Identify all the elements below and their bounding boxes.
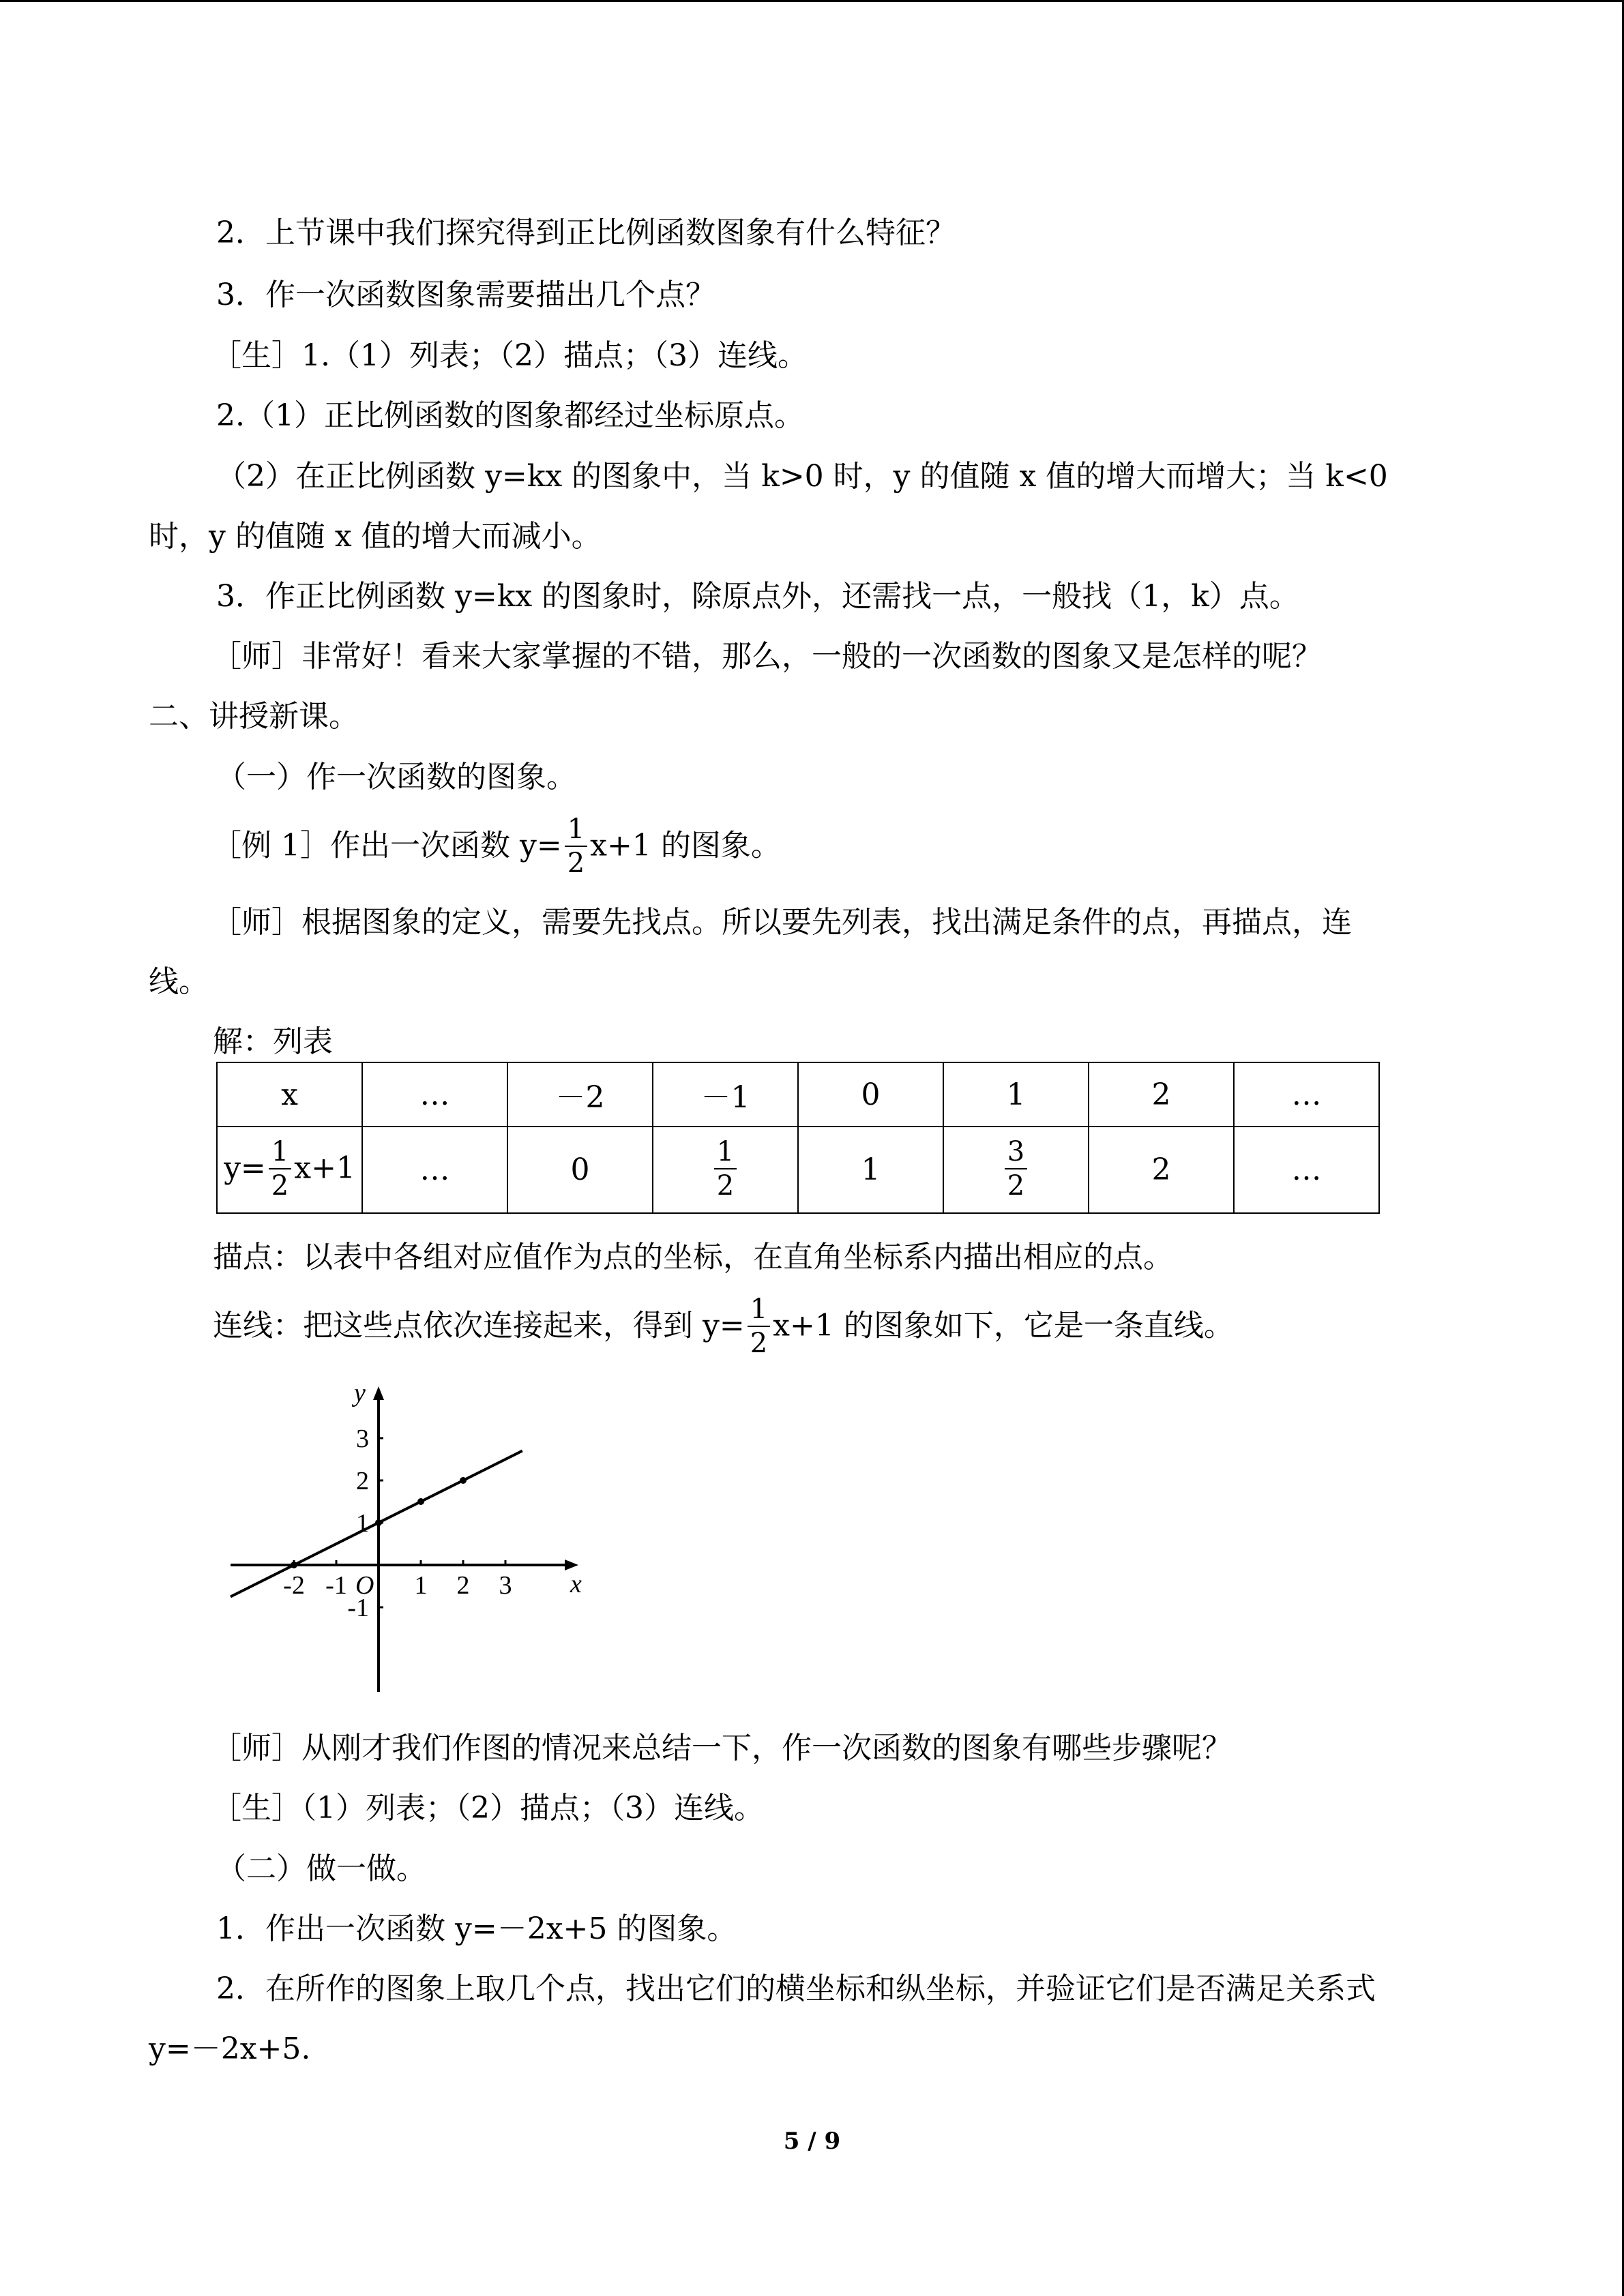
table-row [217, 1127, 1379, 1213]
fraction [714, 1135, 737, 1202]
text-line-21: 2．在所作的图象上取几个点，找出它们的横坐标和纵坐标，并验证它们是否满足关系式 [216, 1971, 1376, 2006]
x-tick-label: 3 [499, 1571, 512, 1600]
text-line-12: ［师］根据图象的定义，需要先找点。所以要先列表，找出满足条件的点，再描点，连 [211, 905, 1352, 940]
table-cell: x [217, 1062, 362, 1127]
y-axis-label: y [354, 1379, 366, 1407]
table-cell [217, 1127, 362, 1213]
fraction-numerator: 1 [748, 1296, 770, 1327]
data-point [417, 1498, 424, 1505]
data-point [460, 1477, 467, 1484]
y-tick-label: 2 [356, 1467, 369, 1495]
text-line-18: ［生］（1）列表；（2）描点；（3）连线。 [211, 1791, 764, 1825]
y-axis-arrow [373, 1386, 384, 1400]
text-line-7: 3．作正比例函数 y=kx 的图象时，除原点外，还需找一点，一般找（1，k）点。 [216, 579, 1299, 614]
x-tick-label: -2 [283, 1571, 305, 1600]
table-cell: 1 [943, 1062, 1089, 1127]
fraction-denominator: 2 [567, 848, 585, 879]
table-cell: 2 [1089, 1062, 1234, 1127]
text-line-17: ［师］从刚才我们作图的情况来总结一下，作一次函数的图象有哪些步骤呢？ [211, 1731, 1232, 1765]
x-axis-label: x [570, 1570, 582, 1598]
text-line-6: 时，y 的值随 x 值的增大而减小。 [149, 519, 602, 554]
example-text-pre: ［例 1］作出一次函数 y= [211, 828, 562, 863]
table-cell: 1 [798, 1127, 943, 1213]
text-line-22: y=－2x+5. [149, 2031, 311, 2066]
table-cell: －1 [653, 1062, 798, 1127]
text-line-1: 2．上节课中我们探究得到正比例函数图象有什么特征？ [216, 215, 956, 250]
data-point [291, 1562, 297, 1568]
fraction [565, 816, 587, 877]
y-tick-label: 1 [356, 1509, 369, 1538]
x-tick-label: 1 [414, 1571, 428, 1600]
subsection-heading: （一）作一次函数的图象。 [216, 760, 576, 794]
connect-text-post: x+1 的图象如下，它是一条直线。 [773, 1308, 1234, 1343]
text-line-3: ［生］1.（1）列表；（2）描点；（3）连线。 [211, 338, 808, 373]
function-graph [218, 1374, 587, 1701]
section-heading: 二、讲授新课。 [149, 699, 359, 734]
text-line-5: （2）在正比例函数 y=kx 的图象中，当 k>0 时，y 的值随 x 值的增大而增大；当 k<0 [216, 459, 1388, 494]
text-line-20: 1．作出一次函数 y=－2x+5 的图象。 [216, 1911, 737, 1946]
y-tick-label: 3 [356, 1425, 369, 1453]
table-cell: 2 [1089, 1127, 1234, 1213]
fraction-numerator: 1 [714, 1138, 737, 1169]
x-tick-label: 2 [456, 1571, 470, 1600]
page-number: 5 / 9 [783, 2128, 841, 2155]
series [231, 1451, 522, 1597]
table-cell: … [1234, 1062, 1379, 1127]
value-table [216, 1062, 1380, 1214]
table-cell: … [362, 1127, 507, 1213]
table-cell-post: x+1 [294, 1150, 355, 1185]
fraction-denominator: 2 [716, 1169, 735, 1202]
fraction-numerator: 1 [565, 816, 587, 847]
table-cell: 0 [507, 1127, 653, 1213]
table-cell: 0 [798, 1062, 943, 1127]
page-border-top [0, 0, 1624, 2]
data-point [375, 1519, 382, 1526]
table-cell: －2 [507, 1062, 653, 1127]
connect-text-pre: 连线：把这些点依次连接起来，得到 y= [213, 1308, 745, 1343]
table-cell-pre: y= [224, 1150, 266, 1185]
table-cell: … [362, 1062, 507, 1127]
text-line-15: 描点：以表中各组对应值作为点的坐标，在直角坐标系内描出相应的点。 [213, 1240, 1173, 1274]
text-line-2: 3．作一次函数图象需要描出几个点？ [216, 278, 715, 312]
solution-label: 解：列表 [213, 1024, 333, 1059]
table-row [217, 1062, 1379, 1127]
connect-line [213, 1294, 1234, 1359]
fraction-denominator: 2 [1007, 1169, 1025, 1202]
text-line-13: 线。 [149, 964, 209, 999]
ticks [283, 1425, 512, 1622]
fraction-denominator: 2 [750, 1328, 768, 1359]
fraction [748, 1296, 770, 1357]
x-tick-label: -1 [325, 1571, 347, 1600]
x-axis-arrow [565, 1560, 578, 1570]
subsection-heading-2: （二）做一做。 [216, 1851, 426, 1886]
example-text-post: x+1 的图象。 [590, 828, 781, 863]
text-line-4: 2.（1）正比例函数的图象都经过坐标原点。 [216, 398, 804, 433]
table-cell [943, 1127, 1089, 1213]
origin-label: O [355, 1571, 374, 1600]
fraction [269, 1135, 291, 1202]
example-line [211, 814, 781, 879]
fraction [1005, 1135, 1027, 1202]
fraction-numerator: 1 [269, 1138, 291, 1169]
fraction-numerator: 3 [1005, 1138, 1027, 1169]
fraction-denominator: 2 [271, 1169, 289, 1202]
axes [231, 1379, 582, 1692]
text-line-8: ［师］非常好！看来大家掌握的不错，那么，一般的一次函数的图象又是怎样的呢？ [211, 639, 1322, 674]
y-tick-label: -1 [347, 1594, 369, 1622]
table-cell: … [1234, 1127, 1379, 1213]
table-cell [653, 1127, 798, 1213]
